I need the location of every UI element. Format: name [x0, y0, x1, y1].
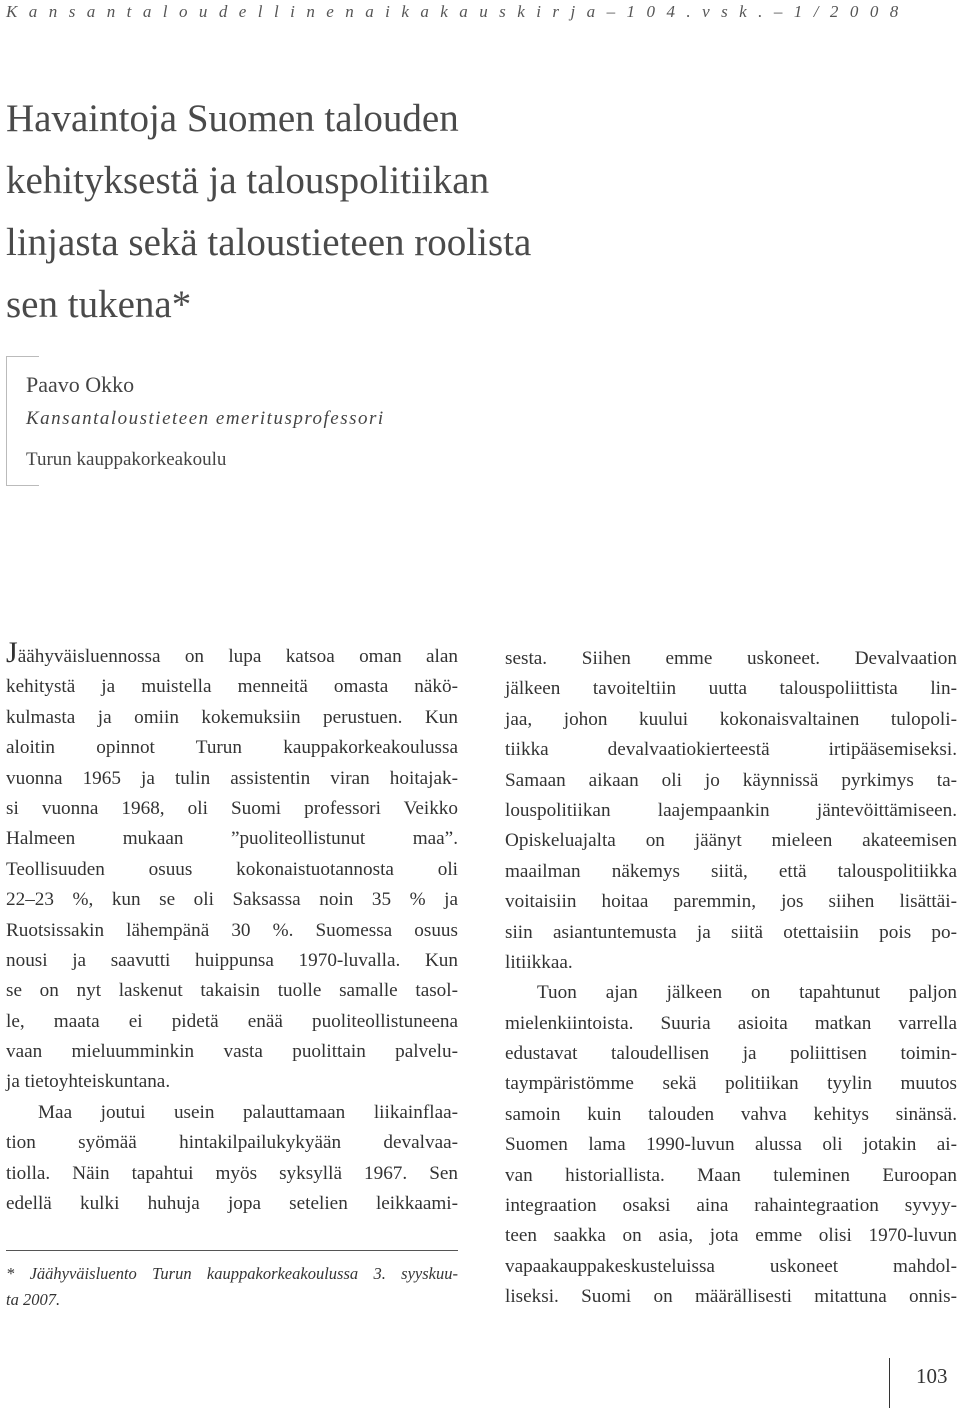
- text-line: se on nyt laskenut takaisin tuolle samalle tasol-: [6, 980, 458, 1002]
- text-line: sesta. Siihen emme uskoneet. Devalvaation: [505, 648, 957, 669]
- text-line: siin asiantuntemusta ja siitä otettaisiin pois po-: [505, 921, 957, 943]
- text-line: kehitystä ja muistella menneitä omasta näkö-: [6, 676, 458, 698]
- text-line: Halmeen mukaan ”puoliteollistunut maa”.: [6, 828, 458, 850]
- title-line: kehityksestä ja talouspolitiikan: [6, 159, 490, 202]
- footnote-line: * Jäähyväisluento Turun kauppakorkeakoulussa 3. syyskuu-: [6, 1264, 458, 1283]
- text-line: 22–23 %, kun se oli Saksassa noin 35 % ja: [6, 889, 458, 911]
- text-line: tiikka devalvaatiokierteestä irtipääsemiseksi.: [505, 739, 957, 761]
- footnote: [6, 1261, 458, 1313]
- author-name: Paavo Okko: [26, 372, 135, 397]
- text-line: ja tietoyhteiskuntana.: [6, 1071, 171, 1093]
- title-line: sen tukena*: [6, 283, 192, 326]
- author-title: Kansantaloustieteen emeritusprofessori: [26, 408, 385, 429]
- text-line: Samaan aikaan oli jo käynnissä pyrkimys ta-: [505, 769, 957, 791]
- footnote-rule: [6, 1250, 458, 1251]
- text-line: vaan mieluumminkin vasta puolittain palvelu-: [6, 1041, 458, 1063]
- running-head: K a n s a n t a l o u d e l l i n e n a i k a k a u s k i r j a – 1 0 4 . v s k . – 1 / 2 0 0 8: [6, 2, 902, 21]
- text-line: liseksi. Suomi on määrällisesti mitattuna onnis-: [505, 1286, 957, 1308]
- text-line: maailman näkemys siitä, että talouspolitiikka: [505, 860, 957, 882]
- text-line: Teollisuuden osuus kokonaistuotannosta oli: [6, 858, 458, 880]
- author-institution: Turun kauppakorkeakoulu: [26, 449, 227, 470]
- text-line: le, maata ei pidetä enää puoliteollistuneena: [6, 1010, 458, 1032]
- text-line: edellä kulki huhuja jopa setelien leikkaami-: [6, 1193, 458, 1215]
- text-line: voitaisiin hoitaa paremmin, jos siihen lisättäi-: [505, 891, 957, 913]
- text-line: integraation osaksi aina rahaintegraation syvyy-: [505, 1195, 957, 1217]
- left-column: [6, 636, 458, 1219]
- text-line: Maa joutui usein palauttamaan liikainflaa-: [38, 1101, 458, 1123]
- text-line: Tuon ajan jälkeen on tapahtunut paljon: [537, 982, 957, 1004]
- text-line: taympäristömme sekä politiikan tyylin muutos: [505, 1073, 957, 1095]
- text-line: samoin kuin talouden vahva kehitys sinänsä.: [505, 1103, 957, 1125]
- text-line: louspolitiikan laajempaankin jäntevöittämiseen.: [505, 799, 957, 821]
- text-line: [6, 636, 458, 672]
- text-line: si vuonna 1968, oli Suomi professori Veikko: [6, 797, 458, 819]
- page-number-rule: [889, 1358, 890, 1408]
- text-line: jälkeen tavoiteltiin uutta talouspoliittista lin-: [505, 678, 957, 700]
- text-line: litiikkaa.: [505, 951, 573, 973]
- title-line: linjasta sekä taloustieteen roolista: [6, 221, 532, 264]
- text-line: jaa, johon kuului kokonaisvaltainen tulopoli-: [505, 708, 957, 730]
- text-line: tiolla. Näin tapahtui myös syksyllä 1967. Sen: [6, 1162, 458, 1184]
- footnote-line: ta 2007.: [6, 1290, 61, 1309]
- drop-cap: J: [6, 636, 18, 669]
- right-column: [505, 644, 957, 1313]
- text-line: vapaakauppakeskusteluissa uskoneet mahdol-: [505, 1255, 957, 1277]
- article-title: [6, 88, 531, 336]
- text-line: Opiskeluajalta on jäänyt mieleen akateemisen: [505, 830, 957, 852]
- text-line: aloitin opinnot Turun kauppakorkeakoulussa: [6, 737, 458, 759]
- text-line: vuonna 1965 ja tulin assistentin viran hoitajak-: [6, 767, 458, 789]
- text-line: Ruotsissakin lähempänä 30 %. Suomessa osuus: [6, 919, 458, 941]
- text-line: tion syömää hintakilpailukykyään devalvaa-: [6, 1132, 458, 1154]
- text-line: nousi ja saavutti huippunsa 1970-luvalla. Kun: [6, 949, 458, 971]
- text-fragment: äähyväisluennossa on lupa katsoa oman alan: [17, 646, 458, 667]
- text-line: teen saakka on asia, jota emme olisi 1970-luvun: [505, 1225, 957, 1247]
- text-line: kulmasta ja omiin kokemuksiin perustuen. Kun: [6, 706, 458, 728]
- text-line: edustavat taloudellisen ja poliittisen toimin-: [505, 1043, 957, 1065]
- text-line: mielenkiintoista. Suuria asioita matkan varrella: [505, 1012, 957, 1034]
- page-number: 103: [916, 1364, 948, 1388]
- title-line: Havaintoja Suomen talouden: [6, 97, 459, 140]
- text-line: van historiallista. Maan tuleminen Euroopan: [505, 1164, 957, 1186]
- text-line: Suomen lama 1990-luvun alussa oli jotakin ai-: [505, 1134, 957, 1156]
